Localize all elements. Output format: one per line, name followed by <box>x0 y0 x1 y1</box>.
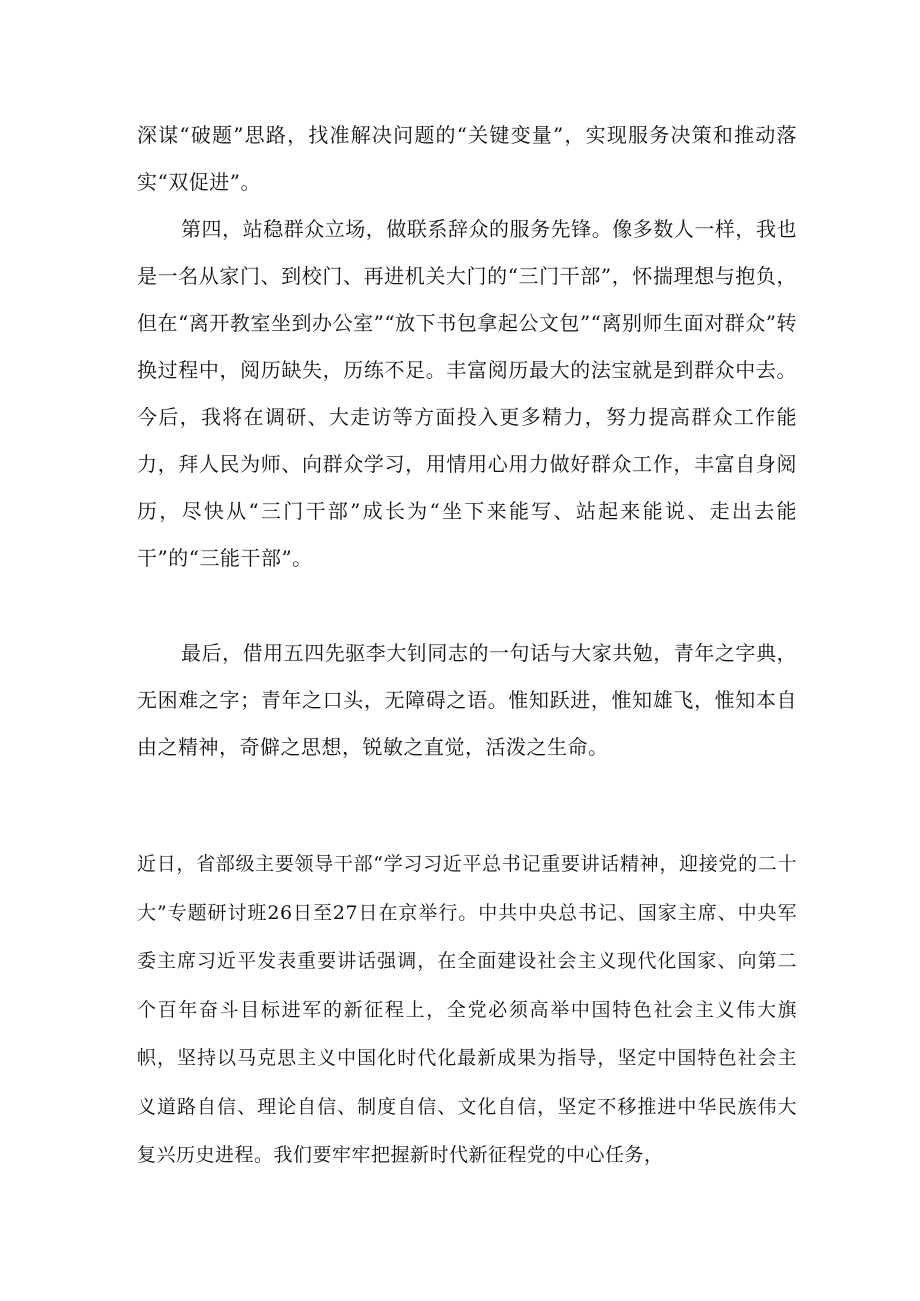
paragraph-closing: 最后，借用五四先驱李大钊同志的一句话与大家共勉，青年之字典，无困难之字；青年之口头，无障碍之语。惟知跃进，惟知雄飞，惟知本自由之精神，奇僻之思想，锐敏之直觉，活泼之生命。 <box>137 641 797 759</box>
paragraph-news-intro: 近日，省部级主要领导干部“学习习近平总书记重要讲话精神，迎接党的二十大”专题研讨班26日至27日在京举行。中共中央总书记、国家主席、中央军委主席习近平发表重要讲话强调，在全面建设社会主义现代化国家、向第二个百年奋斗目标进军的新征程上，全党必须高举中国特色社会主义伟大旗帜，坚持以马克思主义中国化时代化最新成果为指导，坚定中国特色社会主义道路自信、理论自信、制度自信、文化自信，坚定不移推进中华民族伟大复兴历史进程。我们要牢牢把握新时代新征程党的中心任务， <box>137 853 797 1166</box>
paragraph-continuation: 深谋“破题”思路，找准解决问题的“关键变量”，实现服务决策和推动落实“双促进”。 <box>137 123 797 194</box>
paragraph-fourth-point: 第四，站稳群众立场，做联系辞众的服务先锋。像多数人一样，我也是一名从家门、到校门、再进机关大门的“三门干部”，怀揣理想与抱负，但在“离开教室坐到办公室”“放下书包拿起公文包”“离别师生面对群众”转换过程中，阅历缺失，历练不足。丰富阅历最大的法宝就是到群众中去。今后，我将在调研、大走访等方面投入更多精力，努力提高群众工作能力，拜人民为师、向群众学习，用情用心用力做好群众工作，丰富自身阅历，尽快从“三门干部”成长为“坐下来能写、站起来能说、走出去能干”的“三能干部”。 <box>137 217 797 570</box>
